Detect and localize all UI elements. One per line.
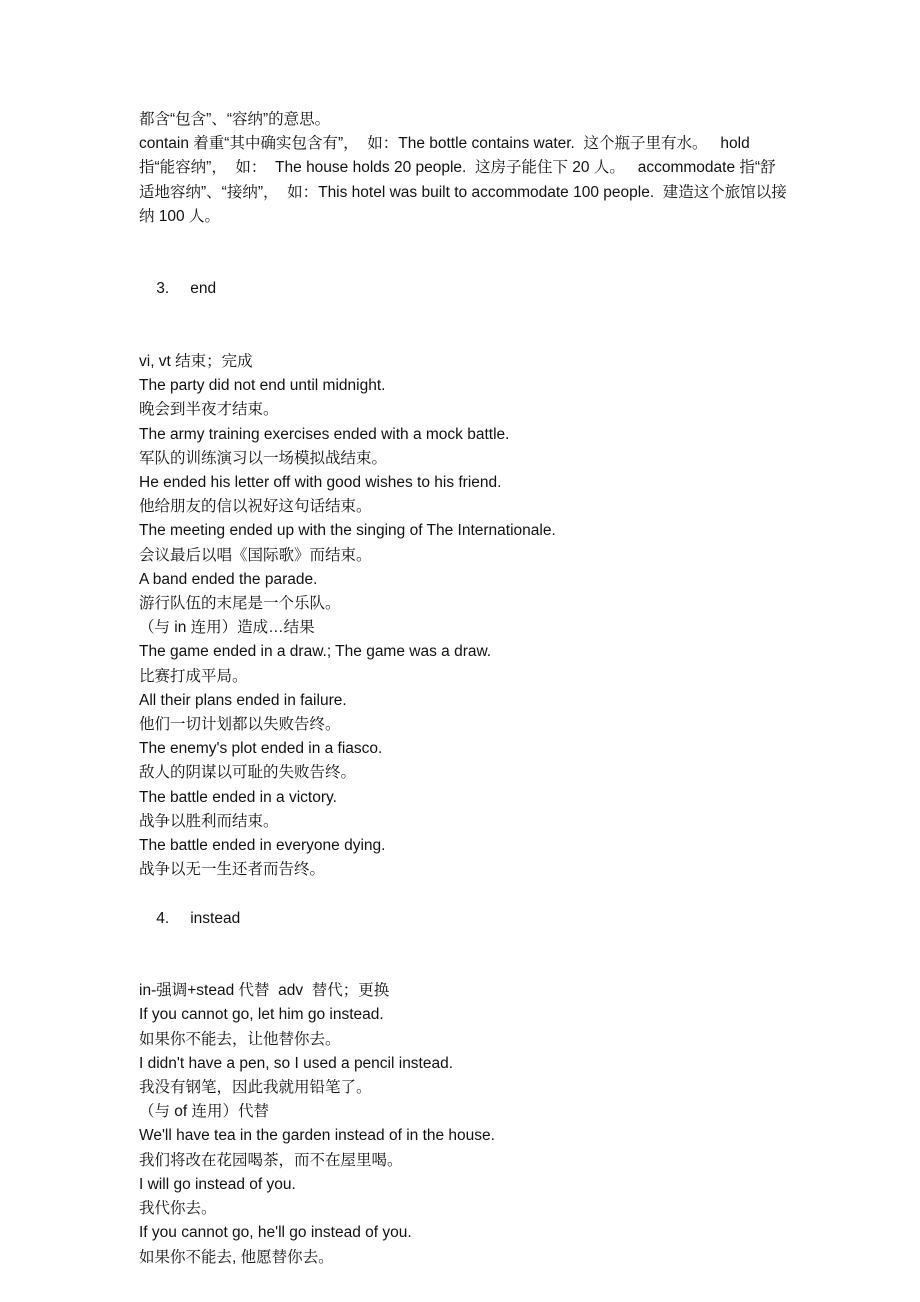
section-end-lines xyxy=(139,350,790,882)
content-line: 如果你不能去，让他替你去。 xyxy=(139,1030,341,1048)
content-line: I didn't have a pen, so I used a pencil instead. xyxy=(139,1054,454,1072)
content-line: 比赛打成平局。 xyxy=(139,667,248,685)
intro-paragraph: contain 着重“其中确实包含有”， 如：The bottle contains water. 这个瓶子里有水。 hold 指“能容纳”， 如： The house holds 20 people. 这房子能住下 20 人。 accommodate 指“舒适地容纳”、“接纳”， 如：This hotel was built to accommodate 100 people. 建造这个旅馆以接纳 100 人。 xyxy=(139,135,787,225)
section-number: 3. xyxy=(156,280,170,298)
content-line: The party did not end until midnight. xyxy=(139,377,386,395)
content-line: 他们一切计划都以失败告终。 xyxy=(139,716,341,734)
content-line: 我们将改在花园喝茶，而不在屋里喝。 xyxy=(139,1151,403,1169)
content-line: The enemy's plot ended in a fiasco. xyxy=(139,740,383,758)
content-line: If you cannot go, let him go instead. xyxy=(139,1006,384,1024)
content-line: 游行队伍的末尾是一个乐队。 xyxy=(139,595,341,613)
content-line: （与 of 连用）代替 xyxy=(139,1103,270,1121)
content-line: I will go instead of you. xyxy=(139,1175,296,1193)
content-line: 我代你去。 xyxy=(139,1200,217,1218)
content-line: 战争以无一生还者而告终。 xyxy=(139,861,326,879)
blank-line xyxy=(139,326,790,350)
section-word: end xyxy=(190,280,217,298)
section-word: instead xyxy=(190,909,241,927)
content-line: The army training exercises ended with a mock battle. xyxy=(139,425,510,443)
content-line: 晚会到半夜才结束。 xyxy=(139,401,279,419)
content-line: vi, vt 结束；完成 xyxy=(139,353,253,370)
content-line: The game ended in a draw.; The game was a draw. xyxy=(139,643,492,661)
section-heading-end xyxy=(139,253,790,326)
content-line: All their plans ended in failure. xyxy=(139,691,347,709)
content-line: 他给朋友的信以祝好这句话结束。 xyxy=(139,498,372,516)
content-line: If you cannot go, he'll go instead of you. xyxy=(139,1224,412,1242)
content-line: 如果你不能去, 他愿替你去。 xyxy=(139,1248,334,1266)
content-line: We'll have tea in the garden instead of in the house. xyxy=(139,1127,495,1145)
intro-line: 都含“包含”、“容纳”的意思。 xyxy=(139,111,331,128)
content-line: The meeting ended up with the singing of The Internationale. xyxy=(139,522,556,540)
content-line: A band ended the parade. xyxy=(139,570,318,588)
content-line: in-强调+stead 代替 adv 替代；更换 xyxy=(139,982,390,1000)
content-line: 我没有钢笔，因此我就用铅笔了。 xyxy=(139,1079,372,1097)
content-line: The battle ended in a victory. xyxy=(139,788,337,806)
section-instead-lines xyxy=(139,979,790,1269)
section-number: 4. xyxy=(156,909,170,927)
content-line: 战争以胜利而结束。 xyxy=(139,812,279,830)
content-line: He ended his letter off with good wishes to his friend. xyxy=(139,474,502,492)
content-line: 敌人的阴谋以可耻的失败告终。 xyxy=(139,764,357,782)
blank-line xyxy=(139,955,790,979)
content-line: （与 in 连用）造成…结果 xyxy=(139,619,315,637)
section-heading-instead xyxy=(139,882,790,955)
content-line: 军队的训练演习以一场模拟战结束。 xyxy=(139,449,388,467)
blank-line xyxy=(139,229,790,253)
content-line: The battle ended in everyone dying. xyxy=(139,837,386,855)
content-line: 会议最后以唱《国际歌》而结束。 xyxy=(139,546,372,564)
